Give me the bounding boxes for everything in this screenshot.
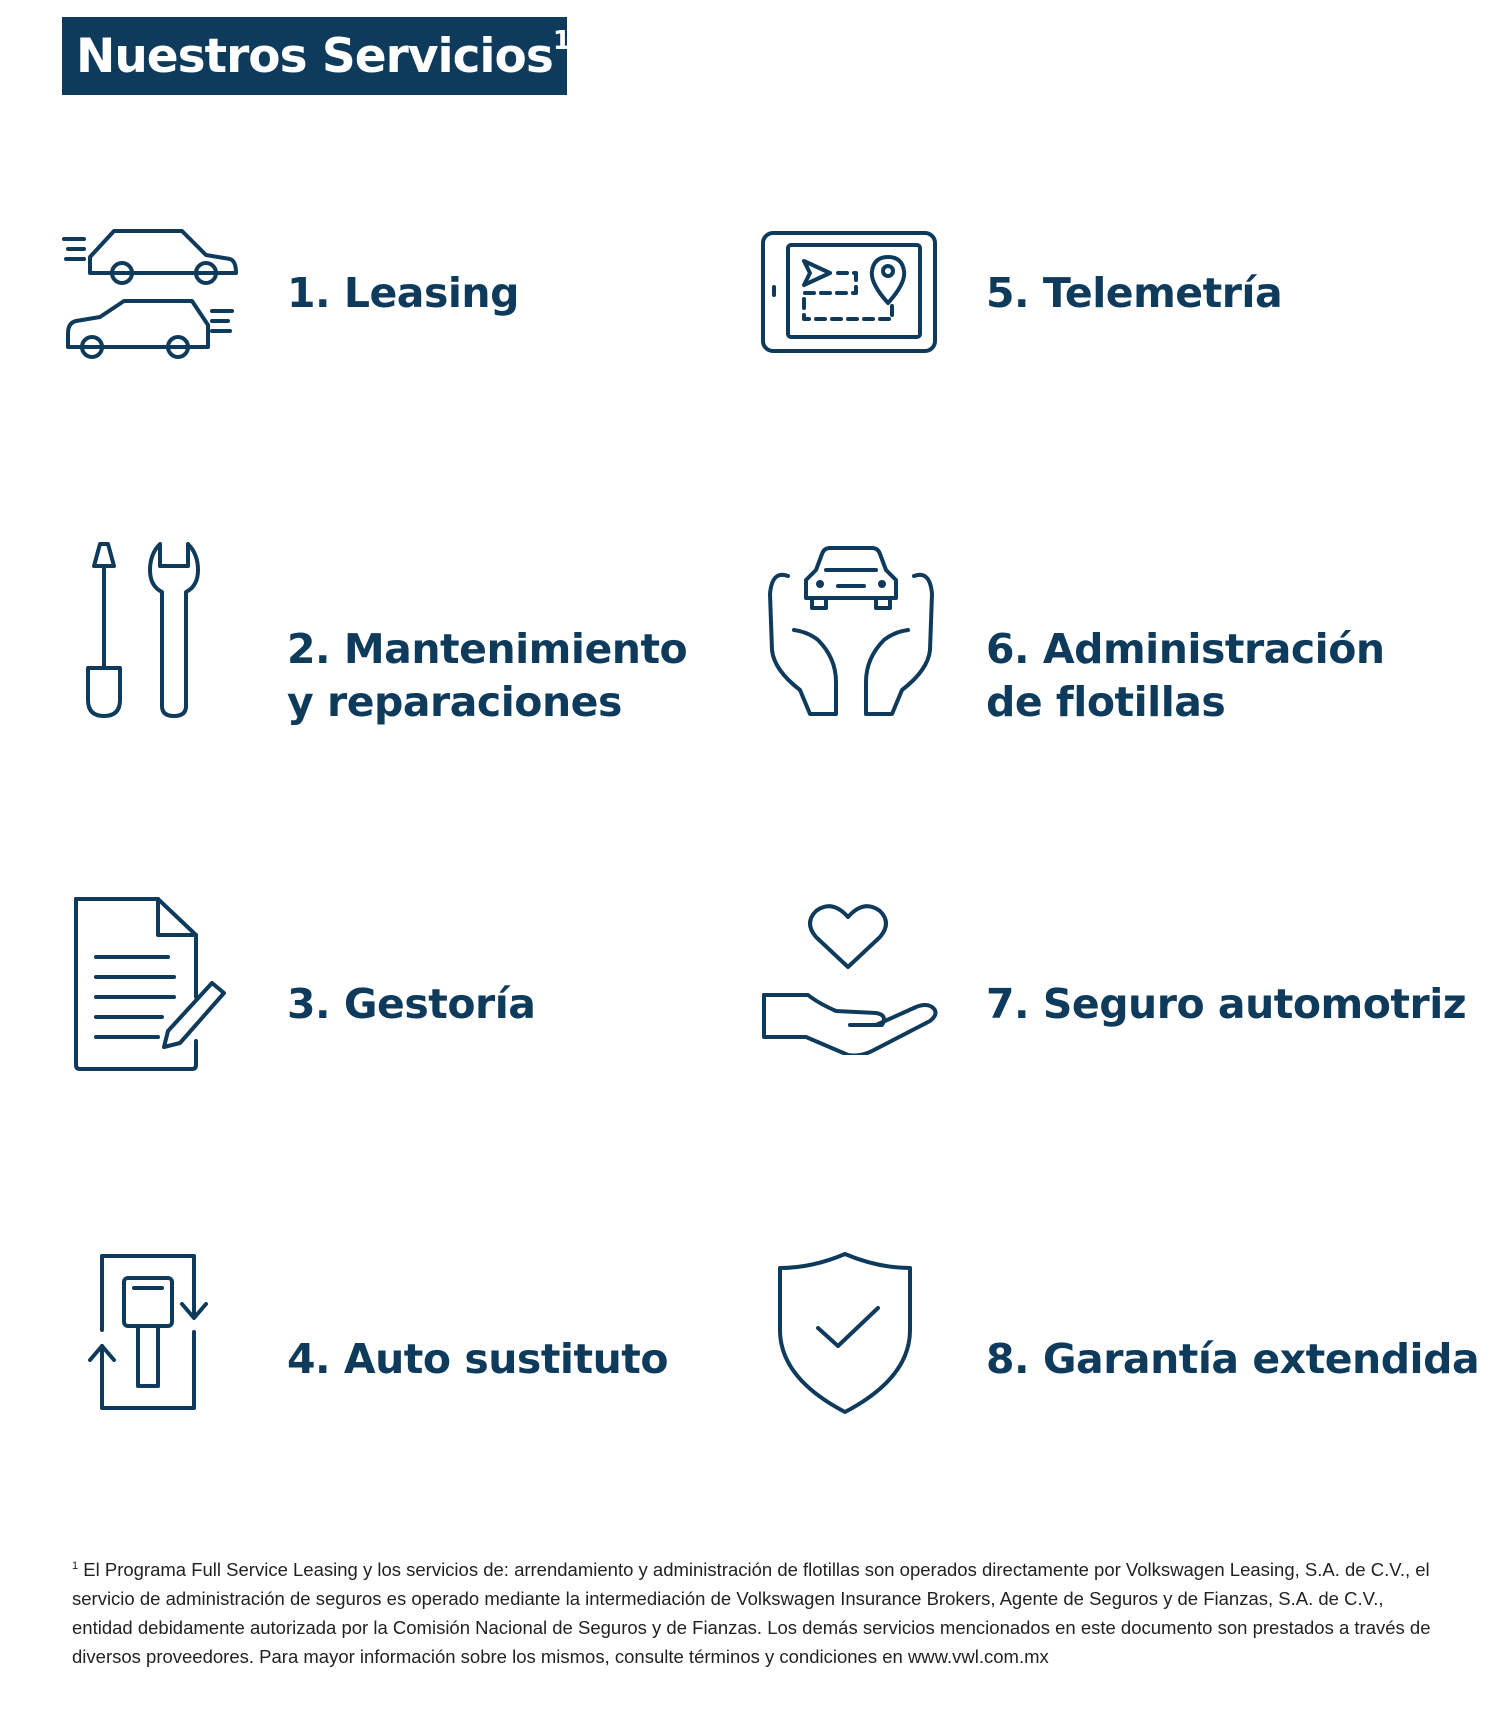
hands-car-icon <box>760 540 940 720</box>
service-label: 7. Seguro automotriz <box>986 980 1467 1028</box>
footnote-marker: 1 <box>552 25 570 56</box>
service-administracion <box>760 540 1460 760</box>
footnote <box>72 1552 1432 1671</box>
cars-icon <box>62 225 242 365</box>
service-label: 8. Garantía extendida <box>986 1335 1480 1383</box>
service-label: 1. Leasing <box>287 269 519 317</box>
service-label: 6. Administración de flotillas <box>986 625 1385 726</box>
shield-check-icon <box>760 1250 930 1420</box>
service-garantia <box>760 1250 1480 1470</box>
page-title-banner <box>62 17 570 95</box>
service-seguro <box>760 895 1467 1115</box>
tools-icon <box>62 540 232 720</box>
service-leasing <box>62 225 762 445</box>
service-telemetria <box>760 225 1460 445</box>
hand-heart-icon <box>760 895 940 1055</box>
page-title: Nuestros Servicios$^1$ <box>76 25 570 84</box>
service-label: 5. Telemetría <box>986 269 1283 317</box>
footnote-marker: 1 <box>72 1560 79 1572</box>
service-label: 2. Mantenimiento y reparaciones <box>287 625 688 726</box>
footnote-text: El Programa Full Service Leasing y los servicios de: arrendamiento y administración de flotillas son operados directamente por Volkswagen Leasing, S.A. de C.V., el servicio de administración de seguros es operado mediante la intermediación de Volkswagen Insurance Brokers, Agente de Seguros y de Fianzas, S.A. de C.V., entidad debidamente autorizada por la Comisión Nacional de Seguros y de Fianzas. Los demás servicios mencionados en este documento son prestados a través de diversos proveedores. Para mayor información sobre los mismos, consulte términos y condiciones en www.vwl.com.mx <box>72 1559 1431 1668</box>
service-auto-sustituto <box>62 1250 762 1470</box>
tablet-map-icon <box>760 225 940 355</box>
service-label: 4. Auto sustituto <box>287 1335 669 1383</box>
service-label: 3. Gestoría <box>287 980 536 1028</box>
document-pen-icon <box>62 895 232 1075</box>
service-maintenance <box>62 540 762 760</box>
service-gestoria <box>62 895 762 1115</box>
key-swap-icon <box>62 1250 232 1420</box>
